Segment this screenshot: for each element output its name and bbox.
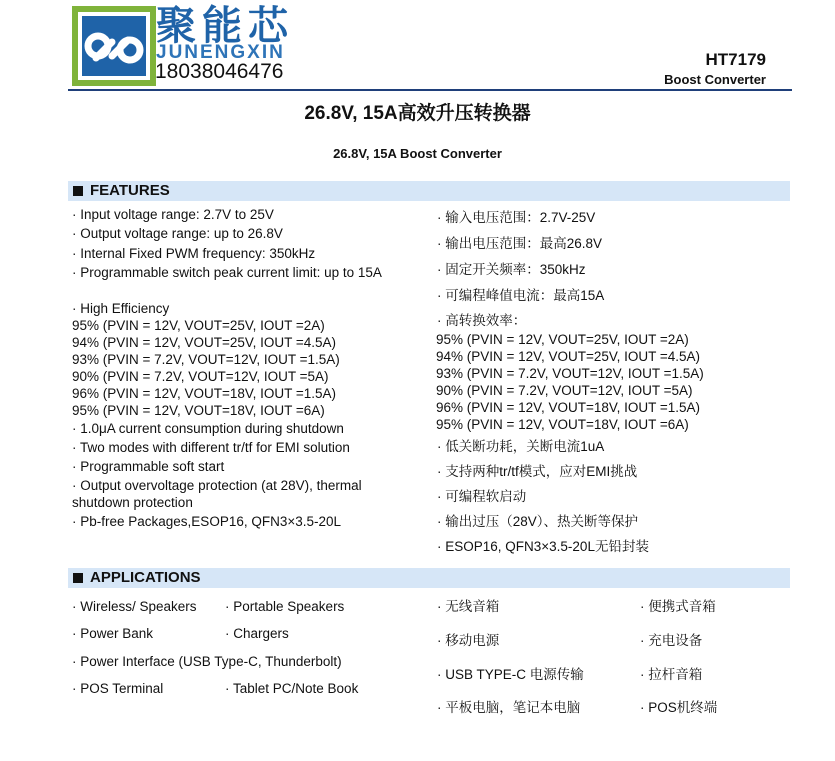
application-en-item: · Portable Speakers <box>225 599 345 614</box>
feature-en-item: · Two modes with different tr/tf for EMI solution <box>72 440 350 455</box>
features-heading: FEATURES <box>90 182 170 199</box>
feature-cn-item: 95% (PVIN = 12V, VOUT=25V, IOUT =2A) <box>436 332 689 347</box>
feature-cn-item: 95% (PVIN = 12V, VOUT=18V, IOUT =6A) <box>436 417 689 432</box>
feature-en-item: 95% (PVIN = 12V, VOUT=25V, IOUT =2A) <box>72 318 325 333</box>
application-en-item: · Power Interface (USB Type-C, Thunderbolt) <box>72 654 342 669</box>
part-number: HT7179 <box>705 50 766 69</box>
chain-link-logo-icon <box>72 6 156 86</box>
feature-cn-item: 90% (PVIN = 7.2V, VOUT=12V, IOUT =5A) <box>436 383 693 398</box>
feature-cn-item: · 高转换效率： <box>437 313 527 328</box>
feature-cn-item: 96% (PVIN = 12V, VOUT=18V, IOUT =1.5A) <box>436 400 701 415</box>
square-bullet-icon <box>73 573 83 583</box>
page-title: 26.8V, 15A高效升压转换器 <box>304 103 531 124</box>
application-en-item: · Tablet PC/Note Book <box>225 681 359 696</box>
feature-en-item: · Output overvoltage protection (at 28V), thermal shutdown protection <box>72 478 362 510</box>
feature-cn-item: · 输入电压范围：2.7V-25V <box>437 210 596 225</box>
feature-cn-item: · 输出过压（28V）、热关断等保护 <box>437 514 639 529</box>
application-cn-item: · 拉杆音箱 <box>640 667 703 682</box>
header-divider <box>68 89 792 91</box>
phone-number: 18038046476 <box>155 60 284 83</box>
brand-name-chinese: 聚能芯 <box>156 4 294 48</box>
page-subtitle: 26.8V, 15A Boost Converter <box>333 146 502 161</box>
application-cn-item: · POS机终端 <box>640 700 718 715</box>
feature-en-item: · Programmable soft start <box>72 459 225 474</box>
application-cn-item: · 移动电源 <box>437 633 500 648</box>
feature-en-item: 95% (PVIN = 12V, VOUT=18V, IOUT =6A) <box>72 403 325 418</box>
feature-en-item: · Output voltage range: up to 26.8V <box>72 226 283 241</box>
applications-heading: APPLICATIONS <box>90 569 201 586</box>
feature-cn-item: 93% (PVIN = 7.2V, VOUT=12V, IOUT =1.5A) <box>436 366 704 381</box>
application-cn-item: · 充电设备 <box>640 633 703 648</box>
feature-cn-item: 94% (PVIN = 12V, VOUT=25V, IOUT =4.5A) <box>436 349 701 364</box>
feature-cn-item: · 固定开关频率：350kHz <box>437 262 586 277</box>
feature-en-item: 90% (PVIN = 7.2V, VOUT=12V, IOUT =5A) <box>72 369 329 384</box>
application-en-item: · Chargers <box>225 626 289 641</box>
application-en-item: · Wireless/ Speakers <box>72 599 197 614</box>
feature-cn-item: · 可编程峰值电流：最高15A <box>437 288 605 303</box>
application-cn-item: · 无线音箱 <box>437 599 500 614</box>
feature-cn-item: · 可编程软启动 <box>437 489 527 504</box>
feature-cn-item: · 支持两种tr/tf模式，应对EMI挑战 <box>437 464 638 479</box>
feature-en-item: · Internal Fixed PWM frequency: 350kHz <box>72 246 316 261</box>
feature-en-item: 94% (PVIN = 12V, VOUT=25V, IOUT =4.5A) <box>72 335 337 350</box>
feature-en-item: · Programmable switch peak current limit: up to 15A <box>72 265 382 280</box>
feature-cn-item: · 输出电压范围：最高26.8V <box>437 236 603 251</box>
brand-name-english: JUNENGXIN <box>156 42 285 63</box>
feature-en-item: · Pb-free Packages,ESOP16, QFN3×3.5-20L <box>72 514 342 529</box>
application-cn-item: · 便携式音箱 <box>640 599 716 614</box>
feature-en-item: 96% (PVIN = 12V, VOUT=18V, IOUT =1.5A) <box>72 386 337 401</box>
application-en-item: · Power Bank <box>72 626 154 641</box>
square-bullet-icon <box>73 186 83 196</box>
application-cn-item: · USB TYPE-C 电源传输 <box>437 667 584 682</box>
features-section-header <box>68 181 790 201</box>
feature-en-item: · High Efficiency <box>72 301 170 316</box>
application-en-item: · POS Terminal <box>72 681 164 696</box>
feature-cn-item: · ESOP16, QFN3×3.5-20L无铅封装 <box>437 539 649 554</box>
part-subtitle: Boost Converter <box>664 72 766 87</box>
feature-en-item: · Input voltage range: 2.7V to 25V <box>72 207 274 222</box>
feature-cn-item: · 低关断功耗，关断电流1uA <box>437 439 605 454</box>
application-cn-item: · 平板电脑，笔记本电脑 <box>437 700 581 715</box>
feature-en-item: 93% (PVIN = 7.2V, VOUT=12V, IOUT =1.5A) <box>72 352 340 367</box>
feature-en-item: · 1.0μA current consumption during shutdown <box>72 421 344 436</box>
applications-section-header <box>68 568 790 588</box>
